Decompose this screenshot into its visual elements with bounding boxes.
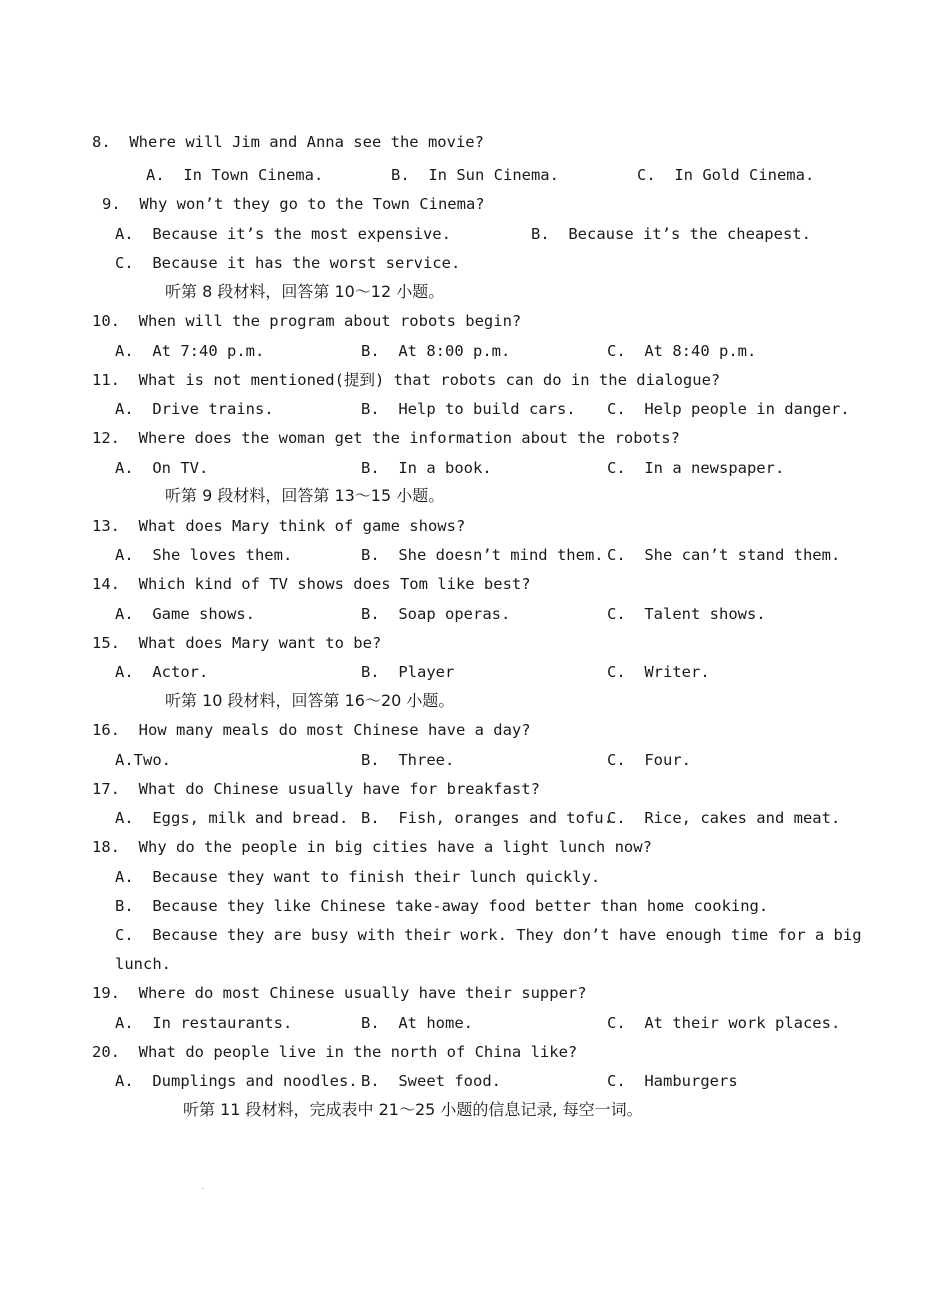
q17-option-c: C. Rice, cakes and meat.: [607, 809, 841, 827]
q17-option-b: B. Fish, oranges and tofu.: [361, 809, 613, 827]
q20-option-a: A. Dumplings and noodles.: [115, 1072, 358, 1090]
q20-option-c: C. Hamburgers: [607, 1072, 738, 1090]
q15-option-a: A. Actor.: [115, 663, 209, 681]
q13-option-a: A. She loves them.: [115, 546, 293, 564]
q18-option-b: B. Because they like Chinese take-away food better than home cooking.: [115, 897, 769, 915]
question-10: 10. When will the program about robots begin?: [92, 312, 522, 330]
q10-option-b: B. At 8:00 p.m.: [361, 342, 511, 360]
question-19: 19. Where do most Chinese usually have their supper?: [92, 984, 587, 1002]
q12-option-b: B. In a book.: [361, 459, 492, 477]
q16-option-a: A.Two.: [115, 751, 171, 769]
question-17: 17. What do Chinese usually have for breakfast?: [92, 780, 540, 798]
q9-option-a: A. Because it’s the most expensive.: [115, 225, 451, 243]
q19-option-b: B. At home.: [361, 1014, 473, 1032]
q8-option-b: B. In Sun Cinema.: [391, 166, 559, 184]
section-10-heading: 听第 10 段材料，回答第 16～20 小题。: [165, 691, 455, 710]
q15-option-c: C. Writer.: [607, 663, 710, 681]
question-16: 16. How many meals do most Chinese have a day?: [92, 721, 531, 739]
q11-option-c: C. Help people in danger.: [607, 400, 850, 418]
question-18: 18. Why do the people in big cities have a light lunch now?: [92, 838, 652, 856]
q17-option-a: A. Eggs, milk and bread.: [115, 809, 349, 827]
q8-option-c: C. In Gold Cinema.: [637, 166, 815, 184]
q10-option-a: A. At 7:40 p.m.: [115, 342, 265, 360]
q14-option-b: B. Soap operas.: [361, 605, 511, 623]
q15-option-b: B. Player: [361, 663, 455, 681]
question-9: 9. Why won’t they go to the Town Cinema?: [102, 195, 485, 213]
q13-option-b: B. She doesn’t mind them.: [361, 546, 604, 564]
section-11-heading: 听第 11 段材料，完成表中 21～25 小题的信息记录, 每空一词。: [183, 1100, 643, 1119]
q8-option-a: A. In Town Cinema.: [146, 166, 324, 184]
question-11: 11. What is not mentioned(提到) that robots can do in the dialogue?: [92, 371, 721, 389]
q14-option-c: C. Talent shows.: [607, 605, 766, 623]
q16-option-c: C. Four.: [607, 751, 691, 769]
question-12: 12. Where does the woman get the information about the robots?: [92, 429, 680, 447]
question-13: 13. What does Mary think of game shows?: [92, 517, 466, 535]
q16-option-b: B. Three.: [361, 751, 455, 769]
question-8: 8. Where will Jim and Anna see the movie?: [92, 133, 484, 151]
q18-option-c-continued: lunch.: [115, 955, 171, 973]
q11-option-a: A. Drive trains.: [115, 400, 274, 418]
q11-option-b: B. Help to build cars.: [361, 400, 576, 418]
q18-option-c: C. Because they are busy with their work. They don’t have enough time for a big: [115, 926, 862, 944]
question-14: 14. Which kind of TV shows does Tom like best?: [92, 575, 531, 593]
q14-option-a: A. Game shows.: [115, 605, 255, 623]
q20-option-b: B. Sweet food.: [361, 1072, 501, 1090]
q13-option-c: C. She can’t stand them.: [607, 546, 841, 564]
question-15: 15. What does Mary want to be?: [92, 634, 382, 652]
scan-speck: [202, 1188, 203, 1189]
q18-option-a: A. Because they want to finish their lunch quickly.: [115, 868, 601, 886]
question-20: 20. What do people live in the north of China like?: [92, 1043, 578, 1061]
q12-option-a: A. On TV.: [115, 459, 209, 477]
section-8-heading: 听第 8 段材料，回答第 10～12 小题。: [165, 282, 445, 301]
q9-option-b: B. Because it’s the cheapest.: [531, 225, 811, 243]
q19-option-c: C. At their work places.: [607, 1014, 841, 1032]
section-9-heading: 听第 9 段材料，回答第 13～15 小题。: [165, 486, 445, 505]
q19-option-a: A. In restaurants.: [115, 1014, 293, 1032]
q10-option-c: C. At 8:40 p.m.: [607, 342, 757, 360]
q12-option-c: C. In a newspaper.: [607, 459, 785, 477]
q9-option-c: C. Because it has the worst service.: [115, 254, 461, 272]
